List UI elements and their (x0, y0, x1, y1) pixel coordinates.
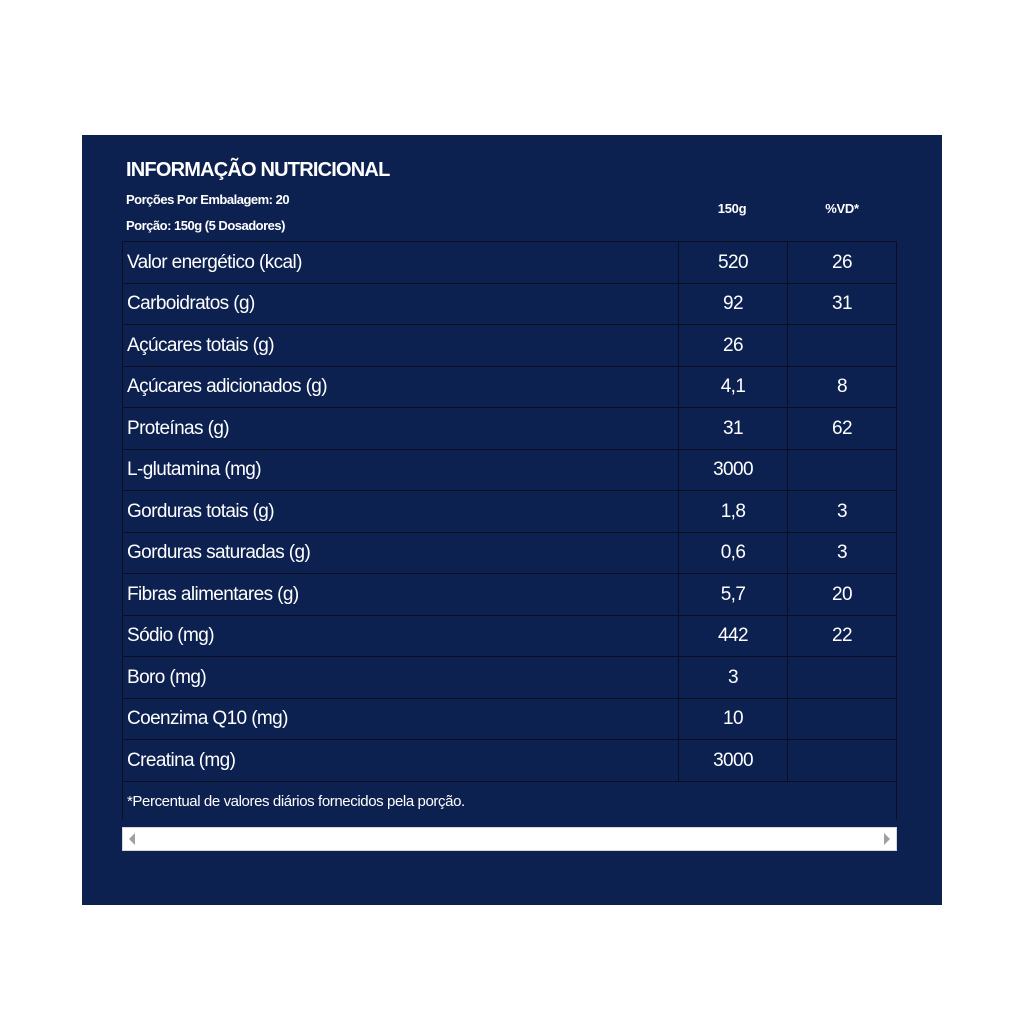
serving-size: Porção: 150g (5 Dosadores) (126, 218, 285, 233)
nutrient-name: Valor energético (kcal) (123, 242, 679, 283)
column-header-vd: %VD* (825, 201, 859, 216)
column-header-amount: 150g (717, 201, 747, 216)
nutrition-panel (82, 135, 942, 905)
table-row (122, 657, 897, 699)
table-row (122, 450, 897, 491)
servings-per-package: Porções Por Embalagem: 20 (126, 192, 290, 207)
nutrient-amount: 3000 (679, 450, 788, 490)
nutrition-table (122, 241, 897, 820)
horizontal-scrollbar[interactable] (122, 827, 897, 851)
nutrient-amount: 31 (679, 408, 788, 449)
table-row (122, 740, 897, 782)
table-row (122, 367, 897, 408)
nutrient-amount: 10 (679, 699, 788, 739)
table-row (122, 284, 897, 325)
nutrient-amount: 1,8 (679, 491, 788, 532)
scroll-left-arrow-icon[interactable] (129, 833, 135, 845)
nutrient-name: Sódio (mg) (123, 616, 679, 656)
nutrient-vd: 26 (832, 251, 852, 273)
nutrient-vd: 3 (837, 500, 847, 522)
nutrient-vd: 22 (832, 625, 852, 646)
nutrient-amount: 3000 (679, 740, 788, 781)
table-row (122, 699, 897, 740)
nutrient-name: Açúcares totais (g) (123, 325, 679, 366)
nutrient-vd: 62 (832, 417, 852, 439)
nutrient-vd: 3 (837, 542, 847, 563)
nutrient-name: Gorduras saturadas (g) (123, 533, 679, 573)
nutrient-vd (788, 325, 896, 366)
nutrient-vd (788, 657, 896, 698)
nutrient-amount: 5,7 (679, 574, 788, 615)
table-row (122, 616, 897, 657)
nutrient-name: L-glutamina (mg) (123, 450, 679, 490)
nutrient-amount: 442 (679, 616, 788, 656)
table-row (122, 408, 897, 450)
nutrient-name: Carboidratos (g) (123, 284, 679, 324)
nutrient-name: Boro (mg) (123, 657, 679, 698)
nutrient-name: Coenzima Q10 (mg) (123, 699, 679, 739)
nutrient-amount: 26 (679, 325, 788, 366)
nutrient-amount: 92 (679, 284, 788, 324)
nutrient-name: Proteínas (g) (123, 408, 679, 449)
scroll-right-arrow-icon[interactable] (884, 833, 890, 845)
table-row (122, 574, 897, 616)
table-row (122, 491, 897, 533)
panel-title: INFORMAÇÃO NUTRICIONAL (126, 159, 390, 181)
nutrient-name: Creatina (mg) (123, 740, 679, 781)
footnote: *Percentual de valores diários fornecidos pela porção. (122, 782, 897, 820)
nutrient-vd (788, 450, 896, 490)
nutrient-amount: 0,6 (679, 533, 788, 573)
nutrient-vd: 8 (837, 376, 847, 397)
nutrient-vd (788, 699, 896, 739)
nutrient-amount: 4,1 (679, 367, 788, 407)
nutrient-amount: 520 (679, 242, 788, 283)
nutrient-vd: 20 (832, 583, 852, 605)
nutrient-vd: 31 (832, 293, 852, 314)
table-row (122, 533, 897, 574)
nutrient-name: Açúcares adicionados (g) (123, 367, 679, 407)
nutrient-name: Fibras alimentares (g) (123, 574, 679, 615)
nutrient-amount: 3 (679, 657, 788, 698)
nutrient-name: Gorduras totais (g) (123, 491, 679, 532)
table-row (122, 325, 897, 367)
nutrient-vd (788, 740, 896, 781)
table-row (122, 242, 897, 284)
